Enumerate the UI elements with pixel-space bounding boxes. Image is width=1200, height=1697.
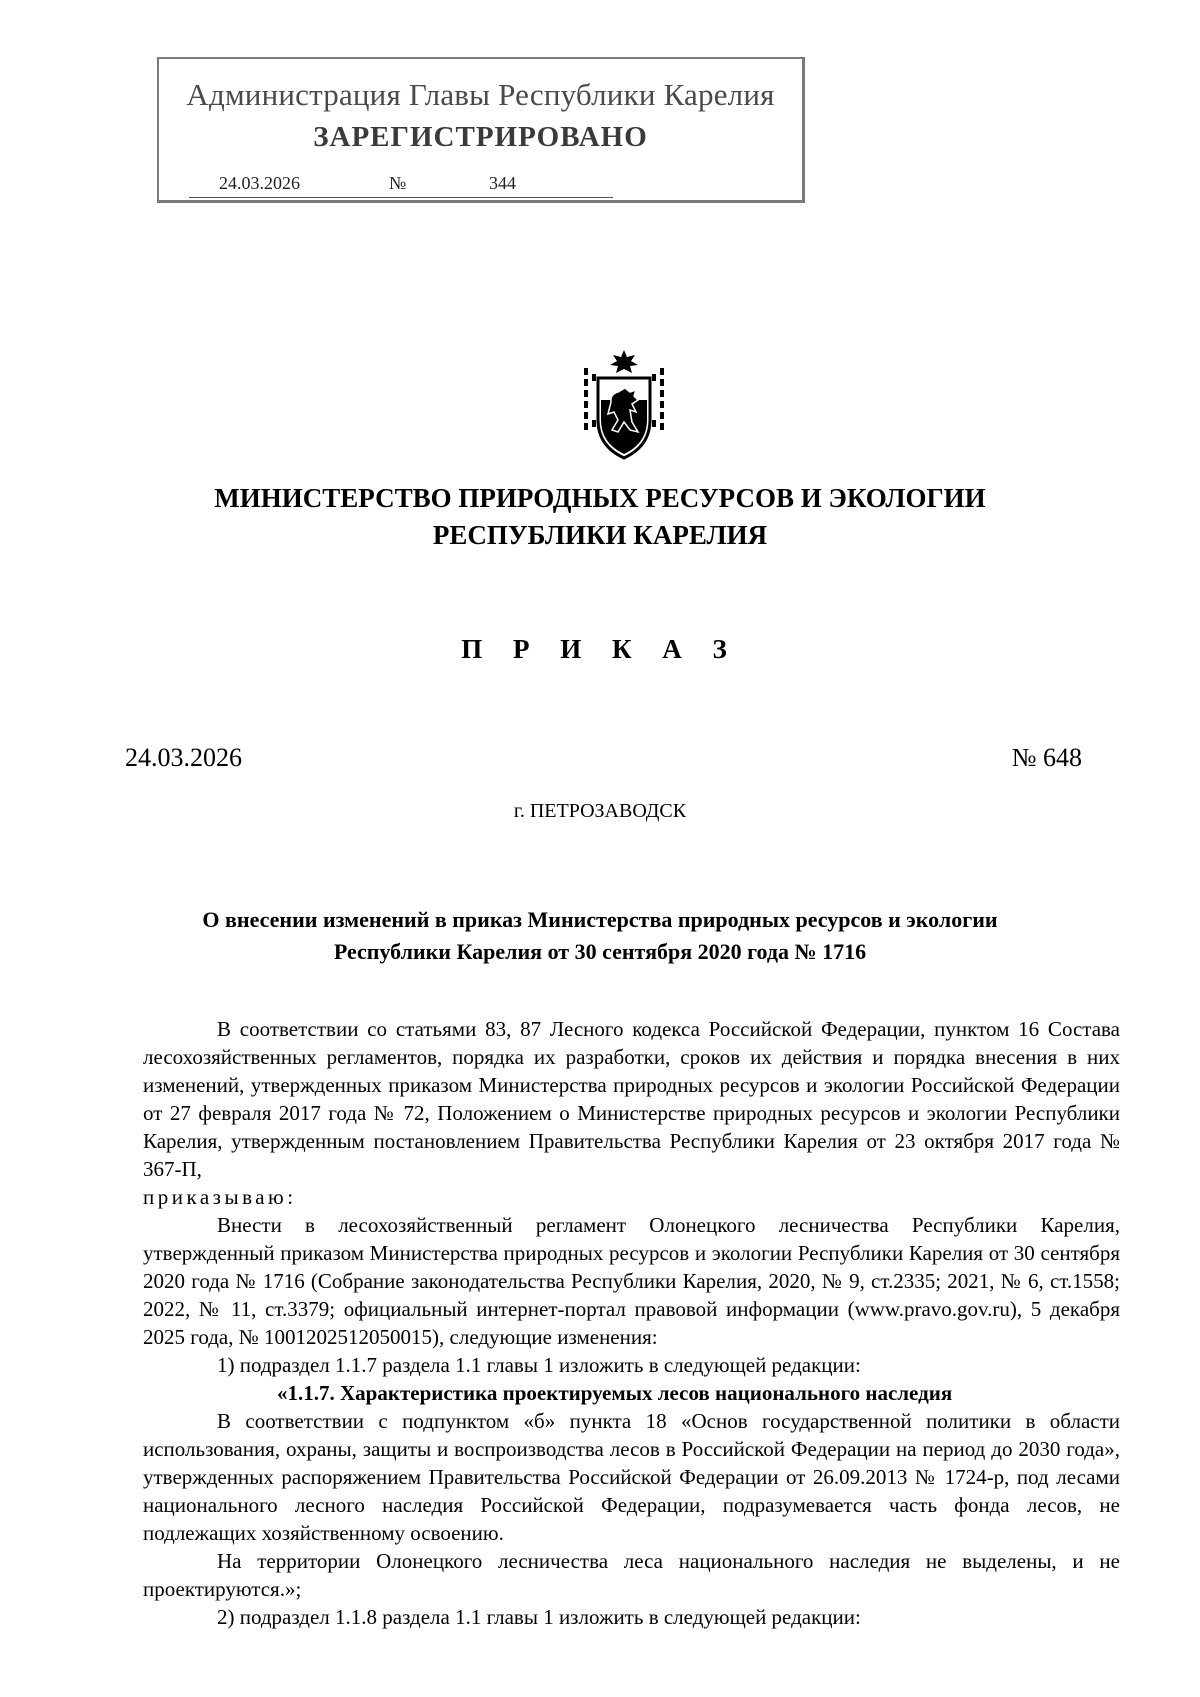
subject-line2: Республики Карелия от 30 сентября 2020 года № 1716 <box>333 939 867 964</box>
ministry-name-line2: РЕСПУБЛИКИ КАРЕЛИЯ <box>432 520 768 550</box>
stamp-authority: Администрация Главы Республики Карелия <box>186 77 775 112</box>
item-1-text-1: В соответствии с подпунктом «б» пункта 18 «Основ государственной политики в области использования, охраны, защиты и воспроизводства лесов в Российской Федерации на период до 2030 года», утвержденных распоряжением Правительства Российской Федерации от 26.09.2013 № 1724-р, под лесами национального лесного наследия Российской Федерации, подразумевается часть фонда лесов, не подлежащих хозяйственному освоению. <box>143 1409 1120 1545</box>
document-subject <box>0 904 1200 968</box>
item-1-heading: «1.1.7. Характеристика проектируемых лесов национального наследия <box>277 1381 953 1405</box>
order-word: приказываю: <box>143 1185 297 1209</box>
document-body <box>143 1015 1120 1631</box>
subject-line1: О внесении изменений в приказ Министерства природных ресурсов и экологии <box>202 907 998 932</box>
main-paragraph: Внести в лесохозяйственный регламент Олонецкого лесничества Республики Карелия, утвержденный приказом Министерства природных ресурсов и экологии Республики Карелия от 30 сентября 2020 года № 1716 (Собрание законодательства Республики Карелия, 2020, № 9, ст.2335; 2021, № 6, ст.1558; 2022, № 11, ст.3379; официальный интернет-портал правовой информации (www.pravo.gov.ru), 5 декабря 2025 года, № 1001202512050015), следующие изменения: <box>143 1213 1120 1349</box>
document-date: 24.03.2026 <box>125 743 242 772</box>
stamp-registered: ЗАРЕГИСТРИРОВАНО <box>313 121 648 153</box>
stamp-number: 344 <box>489 173 516 193</box>
item-1: 1) подраздел 1.1.7 раздела 1.1 главы 1 изложить в следующей редакции: <box>217 1353 861 1377</box>
preamble-paragraph: В соответствии со статьями 83, 87 Лесного кодекса Российской Федерации, пунктом 16 Состава лесохозяйственных регламентов, порядка их разработки, сроков их действия и порядка внесения в них изменений, утвержденных приказом Министерства природных ресурсов и экологии Российской Федерации от 27 февраля 2017 года № 72, Положением о Министерстве природных ресурсов и экологии Республики Карелия, утвержденным постановлением Правительства Республики Карелия от 23 октября 2017 года № 367-П, <box>143 1017 1120 1181</box>
item-1-text-2: На территории Олонецкого лесничества леса национального наследия не выделены, и не проектируются.»; <box>143 1549 1120 1601</box>
ministry-name-line1: МИНИСТЕРСТВО ПРИРОДНЫХ РЕСУРСОВ И ЭКОЛОГИИ <box>214 483 986 513</box>
registration-stamp <box>157 57 805 203</box>
item-2: 2) подраздел 1.1.8 раздела 1.1 главы 1 изложить в следующей редакции: <box>217 1605 861 1629</box>
stamp-date: 24.03.2026 <box>219 173 300 193</box>
stamp-number-label: № <box>389 173 407 193</box>
document-type-title: П Р И К А З <box>461 634 739 664</box>
document-number: № 648 <box>1011 743 1082 772</box>
karelia-coat-of-arms-icon <box>580 348 668 462</box>
stamp-registration-line <box>189 173 613 198</box>
document-city: г. ПЕТРОЗАВОДСК <box>513 800 687 822</box>
ministry-name <box>0 480 1200 554</box>
